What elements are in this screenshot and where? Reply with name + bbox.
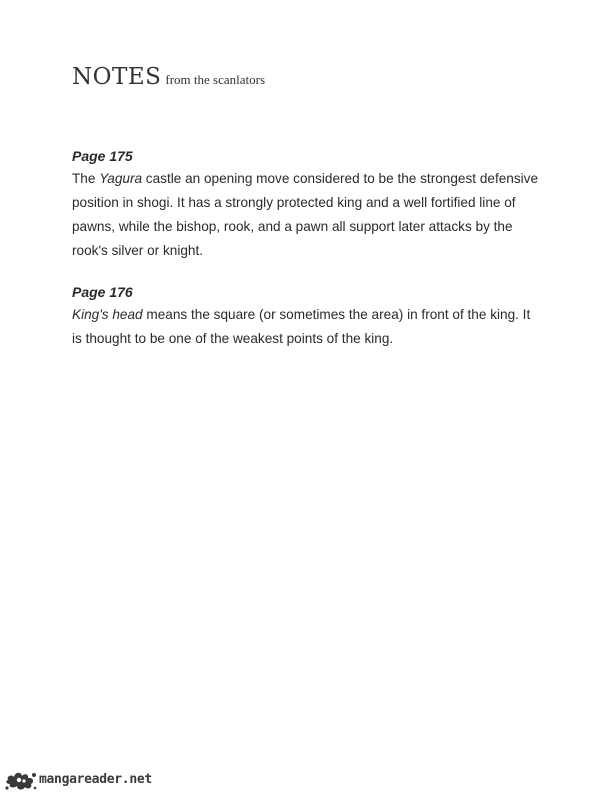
note-body-post: means the square (or sometimes the area) in front of the king. It is thought to be one of the weakest points of the king. [72,307,531,346]
header-title: NOTES [72,64,162,90]
notes-list [72,145,542,369]
splash-logo-icon [4,766,38,792]
note-item [72,281,542,351]
watermark [4,764,152,794]
note-term: King's head [72,307,143,322]
note-body-pre: The [72,171,100,186]
notes-header [72,64,265,90]
note-body [72,167,542,263]
note-title: Page 175 [72,148,133,164]
note-item [72,145,542,263]
watermark-text: mangareader.net [39,771,152,787]
note-term: Yagura [99,171,143,186]
note-body [72,303,542,351]
note-body-post: castle an opening move considered to be the strongest defensive position in shogi. It has a strongly protected king and a well fortified line of pawns, while the bishop, rook, and a pawn all support later attacks by the rook's silver or knight. [72,171,539,258]
note-title: Page 176 [72,284,133,300]
header-subtitle: from the scanlators [165,72,266,87]
